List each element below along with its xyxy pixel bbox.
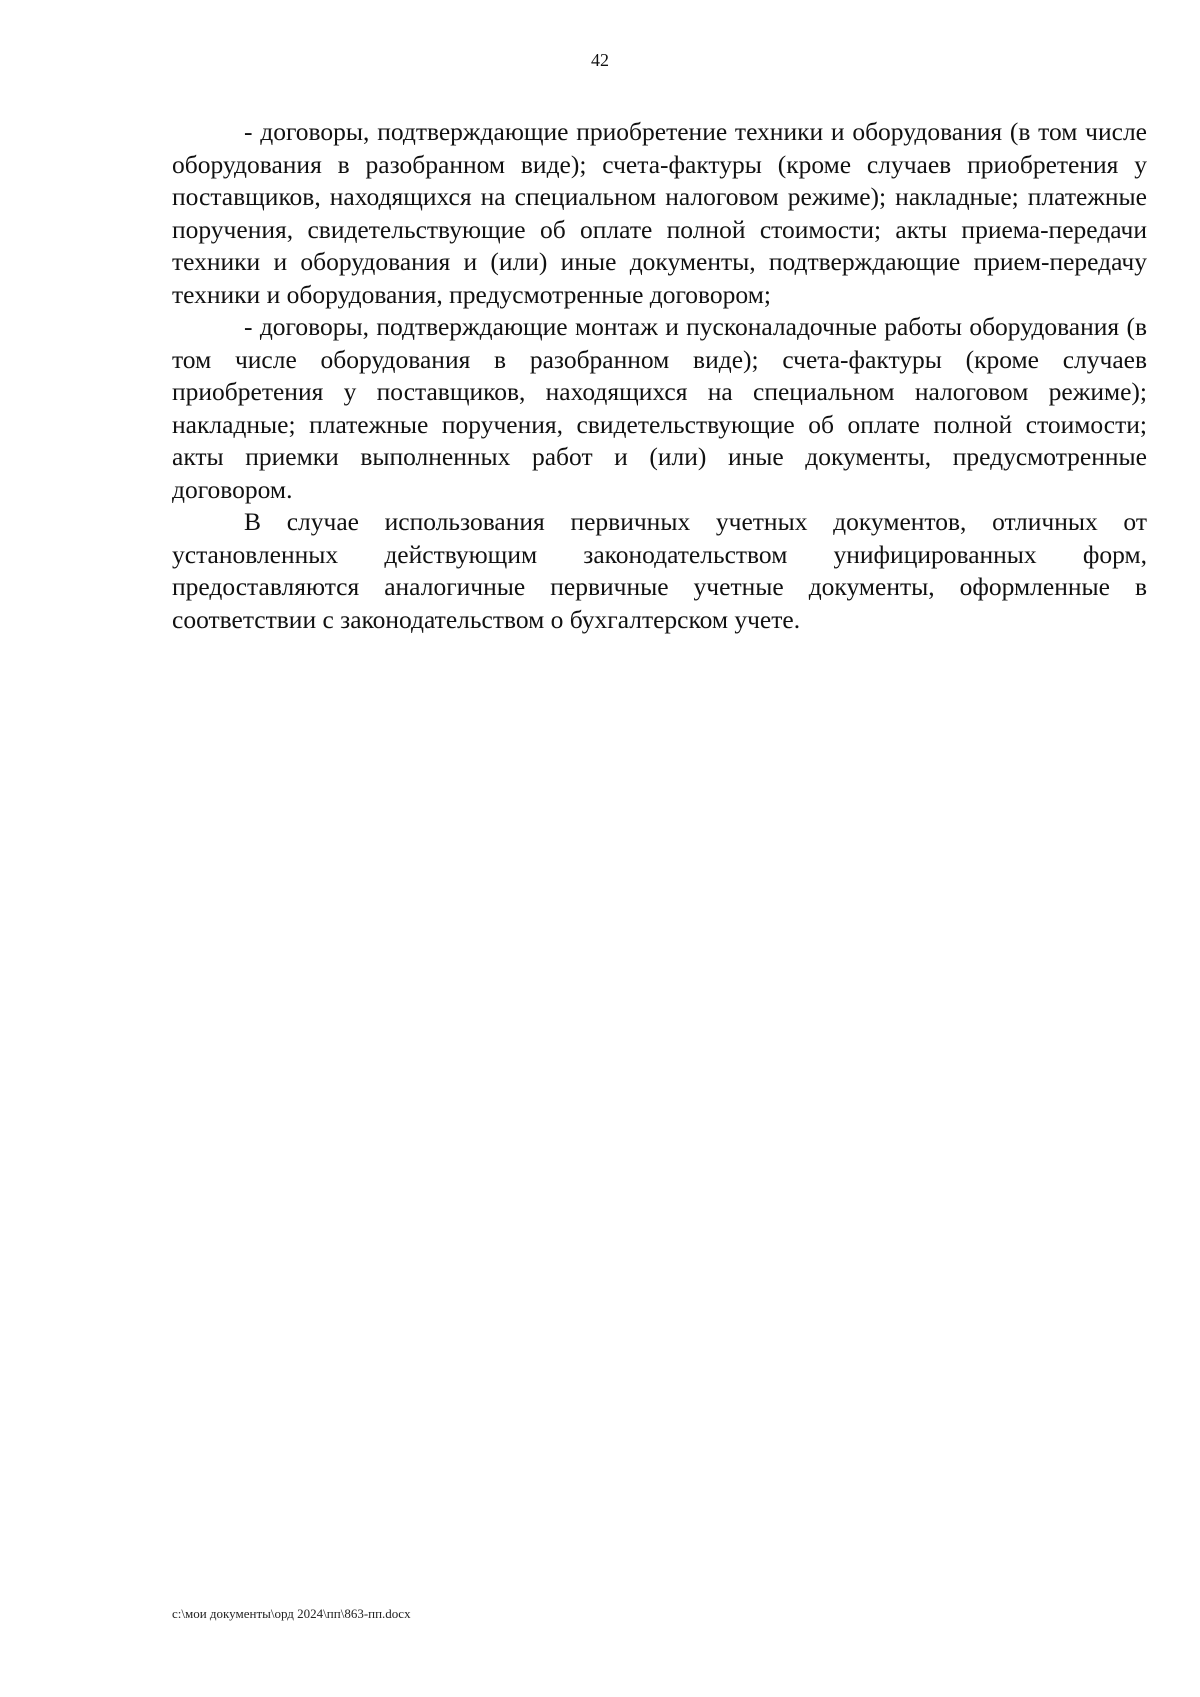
paragraph-installation-works: - договоры, подтверждающие монтаж и пусконаладочные работы оборудования (в том числе оборудования в разобранном виде); счета-фактуры (кроме случаев приобретения у поставщиков, находящихся на специальном налоговом режиме); накладные; платежные поручения, свидетельствующие об оплате полной стоимости; акты приемки выполненных работ и (или) иные документы, предусмотренные договором. bbox=[172, 312, 1147, 504]
footer-file-path: c:\мои документы\орд 2024\пп\863-пп.docx bbox=[172, 1606, 411, 1621]
document-body bbox=[172, 116, 1147, 636]
page-number: 42 bbox=[591, 50, 609, 70]
paragraph-primary-documents: В случае использования первичных учетных документов, отличных от установленных действующим законодательством унифицированных форм, предоставляются аналогичные первичные учетные документы, оформленные в соответствии с законодательством о бухгалтерском учете. bbox=[172, 507, 1147, 634]
paragraph-equipment-purchase: - договоры, подтверждающие приобретение техники и оборудования (в том числе оборудования в разобранном виде); счета-фактуры (кроме случаев приобретения у поставщиков, находящихся на специальном налоговом режиме); накладные; платежные поручения, свидетельствующие об оплате полной стоимости; акты приема-передачи техники и оборудования и (или) иные документы, подтверждающие прием-передачу техники и оборудования, предусмотренные договором; bbox=[172, 117, 1147, 309]
